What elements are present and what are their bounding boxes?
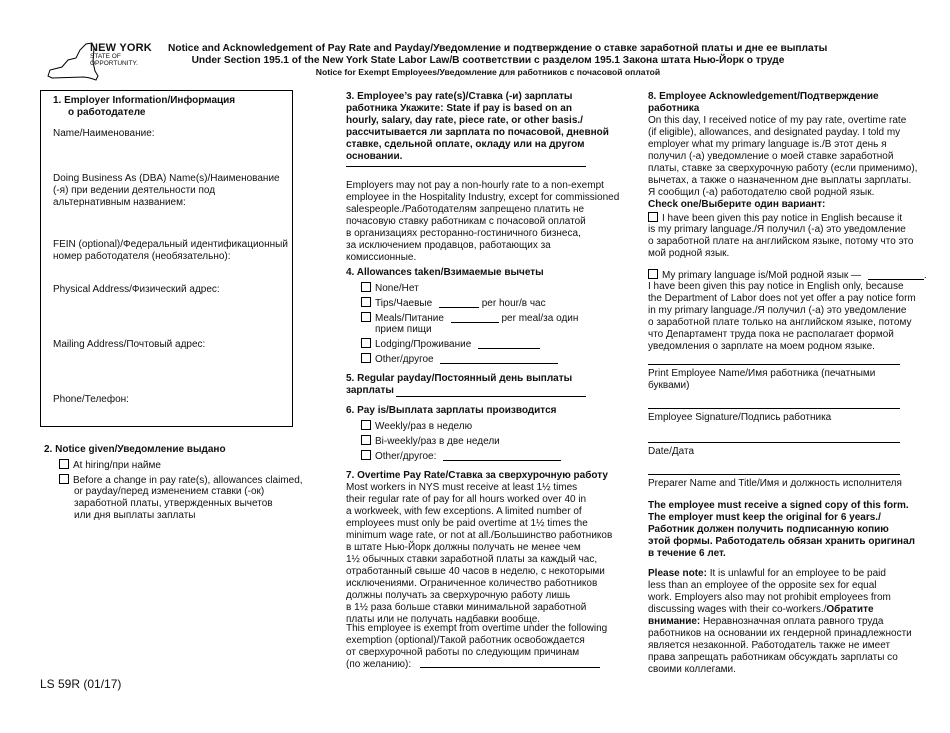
please-note-5 xyxy=(648,616,884,628)
allowance-meals-checkbox[interactable] xyxy=(361,312,371,322)
mailing-address-label: Mailing Address/Почтовый адрес: xyxy=(53,339,206,350)
primary-language-label: My primary language is/Мой родной язык — xyxy=(662,270,862,281)
logo-wordmark xyxy=(90,44,152,67)
before-change-label-3: заработной платы, утвержденных вычетов xyxy=(74,498,273,509)
preparer-line[interactable] xyxy=(648,474,900,475)
employer-name-field[interactable] xyxy=(52,142,284,170)
english-option-2: is my primary language./Я получил (-а) это уведомление xyxy=(648,224,906,235)
overtime-body-5: minimum wage rate, or not at all./Большинство работников xyxy=(346,530,613,541)
employer-name-label: Name/Наименование: xyxy=(53,128,155,139)
allowance-lodging-checkbox[interactable] xyxy=(361,338,371,348)
acknowledgement-body-6: вычетах, а также о назначенном дне выплаты зарплаты. xyxy=(648,175,912,186)
acknowledgement-heading-2: работника xyxy=(648,103,700,114)
meals-amount-field[interactable] xyxy=(451,313,499,323)
date-label: Date/Дата xyxy=(648,446,695,457)
mailing-address-field[interactable] xyxy=(52,353,284,391)
preparer-label: Preparer Name and Title/Имя и должность исполнителя xyxy=(648,478,902,489)
retention-notice-3: Работник должен получить подписанную копию xyxy=(648,524,889,535)
dba-label: Doing Business As (DBA) Name(s)/Наименование xyxy=(53,173,280,184)
regular-payday-heading-2: зарплаты xyxy=(346,385,394,396)
overtime-body-7: 1½ обычных ставки заработной платы за каждый час, xyxy=(346,554,598,565)
pay-frequency-heading: 6. Pay is/Выплата зарплаты производится xyxy=(346,405,557,416)
fein-field[interactable] xyxy=(52,265,284,281)
english-checkbox[interactable] xyxy=(648,212,658,222)
acknowledgement-body-4: получил (-а) уведомление о моей ставке заработной xyxy=(648,151,894,162)
please-note-8: права запрещать работникам обсуждать зарплаты со xyxy=(648,652,898,663)
form-code: LS 59R (01/17) xyxy=(40,677,122,691)
print-name-label-2: буквами) xyxy=(648,380,690,391)
overtime-heading: 7. Overtime Pay Rate/Ставка за сверхурочную работу xyxy=(346,470,608,481)
tips-amount-field[interactable] xyxy=(439,298,479,308)
allowance-tips-checkbox[interactable] xyxy=(361,297,371,307)
allowance-tips-label: Tips/Чаевые xyxy=(375,298,433,309)
allowance-tips-option xyxy=(361,297,546,310)
please-note-5a: внимание: xyxy=(648,616,701,627)
regular-payday-field[interactable] xyxy=(396,396,586,397)
pay-rate-note-4: почасовую ставку работникам с почасовой оплатой xyxy=(346,216,586,227)
allowance-other-option xyxy=(361,353,558,366)
primary-language-checkbox[interactable] xyxy=(648,269,658,279)
pay-weekly-option xyxy=(361,420,472,433)
notice-at-hiring-option xyxy=(59,459,161,472)
please-note-text-1: It is unlawful for an employee to be paid xyxy=(706,568,886,579)
physical-address-label: Physical Address/Физический адрес: xyxy=(53,284,220,295)
logo-tagline-1: STATE OF xyxy=(90,53,121,60)
pay-rate-note-6: за исключением продавцов, работающих за xyxy=(346,240,551,251)
form-title: Notice and Acknowledgement of Pay Rate and Payday/Уведомление и подтверждение о ставке заработной платы и дне ее выплаты xyxy=(168,43,828,54)
pay-weekly-checkbox[interactable] xyxy=(361,420,371,430)
overtime-body-1: Most workers in NYS must receive at least 1½ times xyxy=(346,482,578,493)
allowance-none-label: None/Нет xyxy=(375,283,419,294)
at-hiring-checkbox[interactable] xyxy=(59,459,69,469)
please-note-4a: discussing wages with their co-workers./ xyxy=(648,604,827,615)
please-note-4b: Обратите xyxy=(826,604,874,615)
before-change-label-4: или дня выплаты заплаты xyxy=(74,510,196,521)
form-subtitle: Under Section 195.1 of the New York State Labor Law/В соответствии с разделом 195.1 Закона штата Нью-Йорк о труде xyxy=(191,55,785,66)
please-note-label: Please note: xyxy=(648,568,707,579)
overtime-body-4: employees must only be paid overtime at 1½ times the xyxy=(346,518,588,529)
pay-other-checkbox[interactable] xyxy=(361,450,371,460)
allowance-none-checkbox[interactable] xyxy=(361,282,371,292)
fein-label-2: номер работодателя (необязательно): xyxy=(53,251,231,262)
date-line[interactable] xyxy=(648,442,900,443)
before-change-label: Before a change in pay rate(s), allowances claimed, xyxy=(73,475,303,486)
please-note-4 xyxy=(648,604,874,616)
allowances-heading: 4. Allowances taken/Взимаемые вычеты xyxy=(346,267,544,278)
english-option-label: I have been given this pay notice in English because it xyxy=(662,213,903,224)
employer-info-heading-ru: о работодателе xyxy=(68,107,146,118)
primary-language-text-2: the Department of Labor does not yet offer a pay notice form xyxy=(648,293,916,304)
pay-rate-heading-6: основании. xyxy=(346,151,403,162)
please-note-3: work. Employers also may not prohibit employees from xyxy=(648,592,891,603)
pay-rate-heading-4: рассчитывается ли зарплата по почасовой, дневной xyxy=(346,127,609,138)
pay-other-label: Other/другое: xyxy=(375,451,437,462)
please-note-1 xyxy=(648,568,886,580)
primary-language-option: My primary language is/Мой родной язык — . xyxy=(648,269,927,282)
acknowledgement-body-2: (if eligible), allowances, and designated payday. I told my xyxy=(648,127,901,138)
dba-label-2: (-я) при ведении деятельности под xyxy=(53,185,216,196)
allowance-other-field[interactable] xyxy=(440,354,558,364)
allowance-lodging-option xyxy=(361,338,540,351)
regular-payday-heading: 5. Regular payday/Постоянный день выплаты xyxy=(346,373,573,384)
physical-address-field[interactable] xyxy=(52,298,284,336)
overtime-body-2: their regular rate of pay for all hours worked over 40 in xyxy=(346,494,587,505)
primary-language-text-4: о заработной плате только на английском языке, потому xyxy=(648,317,912,328)
overtime-body-10: должны получать за сверхурочную работу лишь xyxy=(346,590,571,601)
retention-notice-4: этой формы. Работодатель обязан хранить оригинал xyxy=(648,536,915,547)
pay-rate-line[interactable] xyxy=(346,166,586,167)
please-note-7: является незаконной. Работодатель также не имеет xyxy=(648,640,891,651)
pay-rate-heading-2: работника Укажите: State if pay is based on an xyxy=(346,103,572,114)
allowance-other-label: Other/другое xyxy=(375,354,434,365)
phone-label: Phone/Телефон: xyxy=(53,394,129,405)
form-subtitle-exempt: Notice for Exempt Employees/Уведомление для работников с почасовой оплатой xyxy=(315,67,661,77)
pay-rate-heading-5: ставке, сдельной оплате, окладу или на другом xyxy=(346,139,585,150)
exemption-text-1: This employee is exempt from overtime under the following xyxy=(346,623,608,634)
overtime-body-6: в штате Нью-Йорк должны получать не менее чем xyxy=(346,542,581,553)
retention-notice-2: The employer must keep the original for 6 years./ xyxy=(648,512,881,523)
pay-biweekly-label: Bi-weekly/раз в две недели xyxy=(375,436,500,447)
exemption-text-3: от сверхурочной работы по следующим причинам xyxy=(346,647,580,658)
primary-language-text-3: in my primary language./Я получил (-а) это уведомление xyxy=(648,305,907,316)
please-note-5b: Неравнозначная оплата равного труда xyxy=(700,616,884,627)
logo-state: NEW YORK xyxy=(90,42,152,54)
dba-field[interactable] xyxy=(52,211,284,235)
overtime-body-12: платы или не получать надбавки вообще. xyxy=(346,614,541,625)
pay-rate-note-1: Employers may not pay a non-hourly rate to a non-exempt xyxy=(346,180,604,191)
print-name-label: Print Employee Name/Имя работника (печатными xyxy=(648,368,876,379)
overtime-body-11: в 1½ раза больше ставки минимальной заработной xyxy=(346,602,587,613)
pay-biweekly-option xyxy=(361,435,500,448)
primary-language-text-1: I have been given this pay notice in English only, because xyxy=(648,281,904,292)
english-option-4: мой родной язык. xyxy=(648,248,730,259)
retention-notice-1: The employee must receive a signed copy of this form. xyxy=(648,500,909,511)
allowance-lodging-label: Lodging/Проживание xyxy=(375,339,472,350)
please-note-2: less than an employee of the opposite sex for equal xyxy=(648,580,877,591)
dba-label-3: альтернативным названием: xyxy=(53,197,186,208)
print-name-line[interactable] xyxy=(648,364,900,365)
overtime-body-9: исключениями. Ограниченное количество работников xyxy=(346,578,598,589)
pay-rate-heading-3: hourly, salary, day rate, piece rate, or other basis./ xyxy=(346,115,583,126)
pay-biweekly-checkbox[interactable] xyxy=(361,435,371,445)
english-option-3: о заработной плате на английском языке, потому что это xyxy=(648,236,914,247)
before-change-checkbox[interactable] xyxy=(59,474,69,484)
logo-tagline-2: OPPORTUNITY. xyxy=(90,60,138,67)
primary-language-field[interactable] xyxy=(868,270,924,280)
acknowledgement-body-1: On this day, I received notice of my pay rate, overtime rate xyxy=(648,115,907,126)
fein-label: FEIN (optional)/Федеральный идентификационный xyxy=(53,239,288,250)
pay-rate-note-2: employee in the Hospitality Industry, except for commissioned xyxy=(346,192,620,203)
signature-line[interactable] xyxy=(648,408,900,409)
please-note-6: работников на основании их гендерной принадлежности xyxy=(648,628,912,639)
allowance-meals-unit-2: прием пищи xyxy=(375,324,432,335)
overtime-body-8: отработанный свыше 40 часов в неделю, с некоторыми xyxy=(346,566,605,577)
acknowledgement-body-3: employer what my primary language is./В этот день я xyxy=(648,139,887,150)
pay-rate-heading: 3. Employee’s pay rate(s)/Ставка (-и) зарплаты xyxy=(346,91,573,102)
before-change-label-2: or payday/перед изменением ставки (-ок) xyxy=(74,486,265,497)
allowance-meals-unit: per meal/за один xyxy=(501,313,579,324)
notice-given-heading: 2. Notice given/Уведомление выдано xyxy=(44,444,226,455)
allowance-tips-unit: per hour/в час xyxy=(481,298,546,309)
primary-language-text-5: что Департамент труда пока не располагает формой xyxy=(648,329,894,340)
acknowledgement-heading: 8. Employee Acknowledgement/Подтверждение xyxy=(648,91,879,102)
employer-info-heading: 1. Employer Information/Информация xyxy=(53,95,236,106)
pay-rate-note-5: в организациях ресторанно-гостиничного бизнеса, xyxy=(346,228,581,239)
acknowledgement-body-5: платы, ставке за сверхурочную работу (если применимо), xyxy=(648,163,918,174)
pay-rate-note-7: комиссионные. xyxy=(346,252,417,263)
lodging-amount-field[interactable] xyxy=(478,339,540,349)
phone-field[interactable] xyxy=(52,408,284,422)
acknowledgement-body-7: Я сообщил (-а) работодателю свой родной язык. xyxy=(648,187,875,198)
exemption-text-2: exemption (optional)/Такой работник освобождается xyxy=(346,635,585,646)
pay-rate-note-3: salespeople./Работодателям запрещено платить не xyxy=(346,204,585,215)
primary-language-text-6: уведомления о зарплате на моем родном языке. xyxy=(648,341,875,352)
signature-label: Employee Signature/Подпись работника xyxy=(648,412,832,423)
allowance-other-checkbox[interactable] xyxy=(361,353,371,363)
allowance-meals-label: Meals/Питание xyxy=(375,313,444,324)
pay-weekly-label: Weekly/раз в неделю xyxy=(375,421,473,432)
please-note-9: своими коллегами. xyxy=(648,664,736,675)
pay-other-field[interactable] xyxy=(443,451,561,461)
exemption-field[interactable] xyxy=(420,667,600,668)
overtime-body-3: a workweek, with few exceptions. A limited number of xyxy=(346,506,582,517)
retention-notice-5: в течение 6 лет. xyxy=(648,548,726,559)
pay-other-option xyxy=(361,450,561,463)
exemption-text-4: (по желанию): xyxy=(346,659,412,670)
at-hiring-label: At hiring/при найме xyxy=(73,460,161,471)
check-one-label: Check one/Выберите один вариант: xyxy=(648,199,826,210)
allowance-none-option xyxy=(361,282,419,295)
